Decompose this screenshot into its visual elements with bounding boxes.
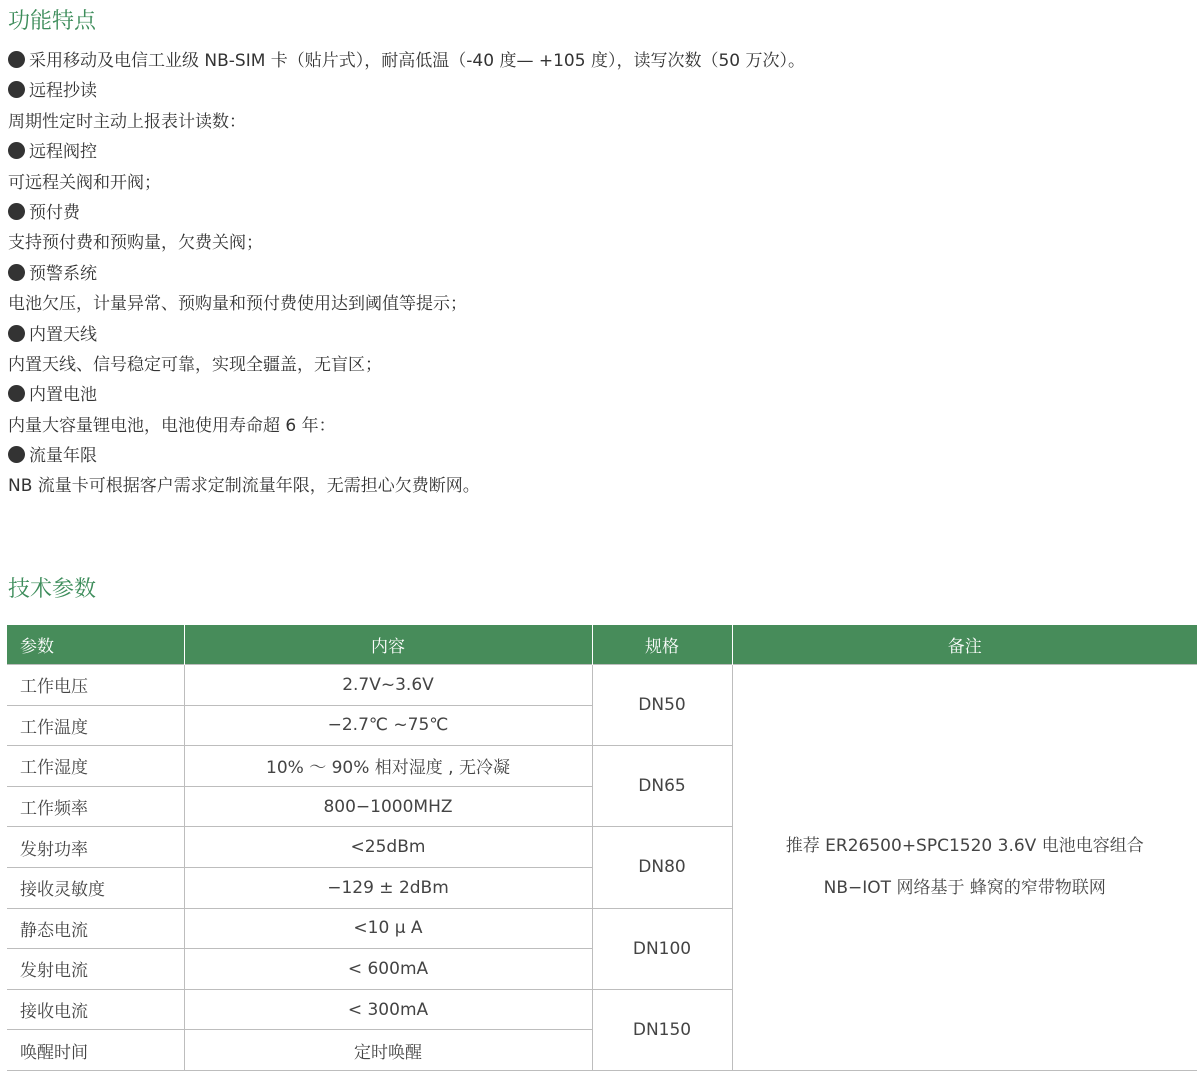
spec-table xyxy=(7,625,1197,1071)
feature-text: 预付费 xyxy=(29,202,80,223)
feature-text: 支持预付费和预购量，欠费关阀； xyxy=(8,233,263,254)
feature-heading xyxy=(8,46,1188,76)
feature-heading xyxy=(8,198,1188,228)
param-cell: 工作温度 xyxy=(7,705,184,746)
param-cell: 工作电压 xyxy=(7,665,184,706)
feature-heading xyxy=(8,259,1188,289)
content-cell: 2.7V~3.6V xyxy=(184,665,592,706)
feature-text: 内置天线 xyxy=(29,324,97,345)
feature-text: 预警系统 xyxy=(29,263,97,284)
bullet-icon xyxy=(8,446,25,463)
param-cell: 接收电流 xyxy=(7,989,184,1030)
content-cell: 800−1000MHZ xyxy=(184,786,592,827)
feature-description xyxy=(8,228,1188,258)
feature-text: 电池欠压，计量异常、预购量和预付费使用达到阈值等提示； xyxy=(8,294,467,315)
feature-text: NB 流量卡可根据客户需求定制流量年限，无需担心欠费断网。 xyxy=(8,476,480,497)
feature-text: 采用移动及电信工业级 NB-SIM 卡（贴片式），耐高低温（-40 度— +105 度），读写次数（50 万次）。 xyxy=(29,51,805,71)
feature-text: 内量大容量锂电池，电池使用寿命超 6 年： xyxy=(8,415,336,436)
size-cell: DN65 xyxy=(592,746,732,827)
content-cell: <10 μ A xyxy=(184,908,592,949)
feature-description xyxy=(8,350,1188,380)
feature-text: 内置天线、信号稳定可靠，实现全疆盖，无盲区； xyxy=(8,354,382,375)
feature-list xyxy=(8,46,1188,502)
feature-heading xyxy=(8,137,1188,167)
feature-text: 远程阀控 xyxy=(29,142,97,163)
content-cell: −129 ± 2dBm xyxy=(184,867,592,908)
bullet-icon xyxy=(8,385,25,402)
header-param: 参数 xyxy=(7,625,184,665)
feature-description xyxy=(8,411,1188,441)
feature-text: 流量年限 xyxy=(29,446,97,467)
size-cell: DN150 xyxy=(592,989,732,1070)
table-row xyxy=(7,665,1197,706)
feature-description xyxy=(8,471,1188,501)
content-cell: < 600mA xyxy=(184,949,592,990)
size-cell: DN80 xyxy=(592,827,732,908)
content-cell: −2.7℃ ~75℃ xyxy=(184,705,592,746)
header-remarks: 备注 xyxy=(732,625,1197,665)
param-cell: 静态电流 xyxy=(7,908,184,949)
header-content: 内容 xyxy=(184,625,592,665)
feature-description xyxy=(8,168,1188,198)
features-title: 功能特点 xyxy=(8,9,97,34)
feature-heading xyxy=(8,441,1188,471)
feature-text: 可远程关阀和开阀； xyxy=(8,172,161,193)
remarks-cell xyxy=(732,665,1197,1071)
param-cell: 唤醒时间 xyxy=(7,1030,184,1071)
remark-line: 推荐 ER26500+SPC1520 3.6V 电池电容组合 xyxy=(785,836,1144,857)
bullet-icon xyxy=(8,325,25,342)
feature-description xyxy=(8,107,1188,137)
feature-text: 内置电池 xyxy=(29,385,97,406)
bullet-icon xyxy=(8,203,25,220)
content-cell: < 300mA xyxy=(184,989,592,1030)
param-cell: 工作频率 xyxy=(7,786,184,827)
content-cell: 10% ～ 90% 相对湿度 , 无冷凝 xyxy=(184,746,592,787)
feature-heading xyxy=(8,320,1188,350)
feature-heading xyxy=(8,76,1188,106)
content-cell: 定时唤醒 xyxy=(184,1030,592,1071)
param-cell: 接收灵敏度 xyxy=(7,867,184,908)
bullet-icon xyxy=(8,264,25,281)
bullet-icon xyxy=(8,51,25,68)
feature-text: 远程抄读 xyxy=(29,81,97,102)
bullet-icon xyxy=(8,81,25,98)
size-cell: DN100 xyxy=(592,908,732,989)
spec-header-row xyxy=(7,625,1197,665)
feature-heading xyxy=(8,380,1188,410)
feature-description xyxy=(8,289,1188,319)
param-cell: 发射功率 xyxy=(7,827,184,868)
param-cell: 发射电流 xyxy=(7,949,184,990)
feature-text: 周期性定时主动上报表计读数： xyxy=(8,111,246,132)
specs-title: 技术参数 xyxy=(8,577,97,602)
header-size: 规格 xyxy=(592,625,732,665)
remark-line: NB−IOT 网络基于 蜂窝的窄带物联网 xyxy=(823,878,1106,899)
bullet-icon xyxy=(8,142,25,159)
size-cell: DN50 xyxy=(592,665,732,746)
content-cell: <25dBm xyxy=(184,827,592,868)
param-cell: 工作湿度 xyxy=(7,746,184,787)
